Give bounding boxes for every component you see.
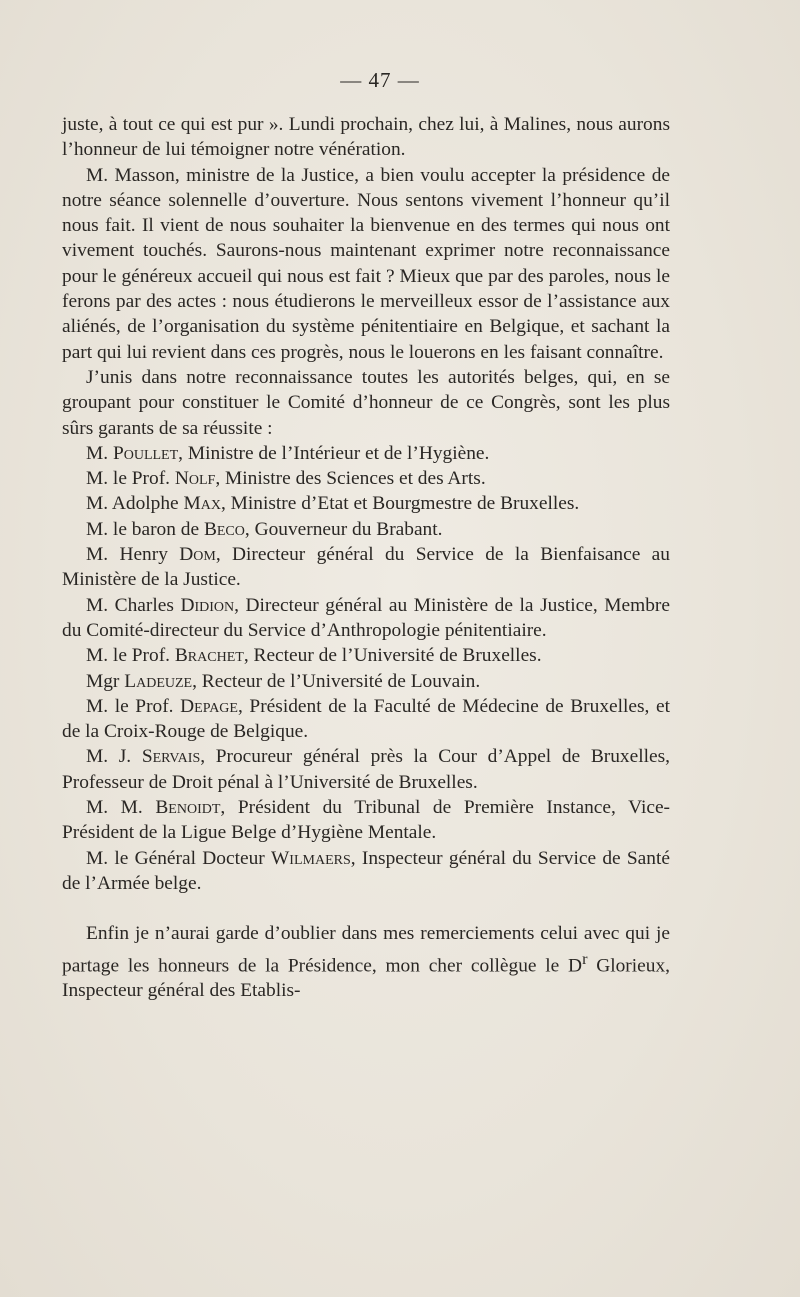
member-prefix: M. le Prof. [86,695,181,717]
member-prefix: M. le baron de [86,518,204,540]
member-title: , Directeur général du Service de la Bienfaisance au Ministère de la Justice. [62,544,670,591]
list-item [62,441,670,466]
member-name: Didion [180,594,235,616]
list-item [62,846,670,897]
member-name: Poullet [112,442,179,464]
body-text [62,112,670,1004]
member-prefix: M. le Prof. [86,645,175,667]
member-name: Ladeuze [124,670,193,692]
closing-text-end: Glorieux, Inspecteur général des Etablis- [62,954,671,1002]
list-item [62,593,670,644]
list-item [62,643,670,668]
member-title: , Président de la Faculté de Médecine de Bruxelles, et de la Croix-Rouge de Belgique. [62,695,670,743]
member-title: , Président du Tribunal de Première Instance, Vice-Président de la Ligue Belge d’Hygiène Mentale. [62,797,671,844]
member-title: , Recteur de l’Université de Bruxelles. [243,645,542,667]
member-name: Beco [203,518,245,540]
member-name: Brachet [174,645,244,667]
paragraph: J’unis dans notre reconnaissance toutes les autorités belges, qui, en se groupant pour constituer le Comité d’honneur de ce Congrès, sont les plus sûrs garants de sa réussite : [62,366,670,439]
member-prefix: M. le Général Docteur [86,847,271,869]
member-name: Benoidt [155,797,221,819]
list-item [62,795,670,846]
member-title: , Directeur général au Ministère de la Justice, Membre du Comité-directeur du Service d’Anthropologie pénitentiaire. [62,594,670,641]
list-item [62,542,670,593]
member-title: , Recteur de l’Université de Louvain. [192,670,481,692]
list-item [62,517,670,542]
member-prefix: M. le Prof. [86,468,175,490]
member-title: , Gouverneur du Brabant. [244,518,443,540]
member-title: , Ministre des Sciences et des Arts. [215,468,486,490]
member-list [62,441,670,896]
member-title: , Procureur général près la Cour d’Appel de Bruxelles, Professeur de Droit pénal à l’Université de Bruxelles. [62,746,670,793]
member-prefix: Mgr [86,670,125,692]
member-prefix: M. Charles [86,594,181,616]
member-name: Nolf [174,468,216,490]
doctor-superscript: r [582,950,588,968]
member-title: , Ministre d’Etat et Bourgmestre de Bruxelles. [220,493,580,515]
paragraph: juste, à tout ce qui est pur ». Lundi prochain, chez lui, à Malines, nous aurons l’honneur de lui témoigner notre vénération. [62,114,670,161]
list-item [62,744,670,795]
list-item [62,669,670,694]
paragraph: M. Masson, ministre de la Justice, a bien voulu accepter la présidence de notre séance solennelle d’ouverture. Nous sentons vivement l’honneur qu’il nous fait. Il vient de nous souhaiter la bienvenue en des termes qui nous ont vivement touchés. Saurons-nous maintenant exprimer notre reconnaissance pour le généreux accueil qui nous est fait ? Mieux que par des paroles, nous le ferons par des actes : nous étudierons le merveilleux essor de l’assistance aux aliénés, de l’organisation du système pénitentiaire en Belgique, et sachant la part qui lui revient dans ces progrès, nous le louerons en les faisant connaître. [62,164,670,363]
member-name: Max [183,493,221,515]
member-name: Wilmaers [271,847,351,869]
list-item [62,694,670,745]
member-prefix: M. J. [86,746,142,768]
member-prefix: M. [86,442,113,464]
member-name: Depage [180,695,238,717]
page-number: — 47 — [340,68,420,92]
member-title: , Ministre de l’Intérieur et de l’Hygiène. [178,442,490,464]
member-title: , Inspecteur général du Service de Santé de l’Armée belge. [62,847,670,894]
member-prefix: M. M. [86,797,156,819]
list-item [62,466,670,491]
closing-paragraph [62,921,670,1003]
list-item [62,491,670,516]
member-prefix: M. Henry [86,544,180,566]
member-name: Dom [179,544,216,566]
member-name: Servais [141,746,201,768]
closing-text: Enfin je n’aurai garde d’oublier dans mes remerciements celui avec qui je partage les honneurs de la Présidence, mon cher collègue le D [62,923,670,976]
member-prefix: M. Adolphe [86,493,184,515]
